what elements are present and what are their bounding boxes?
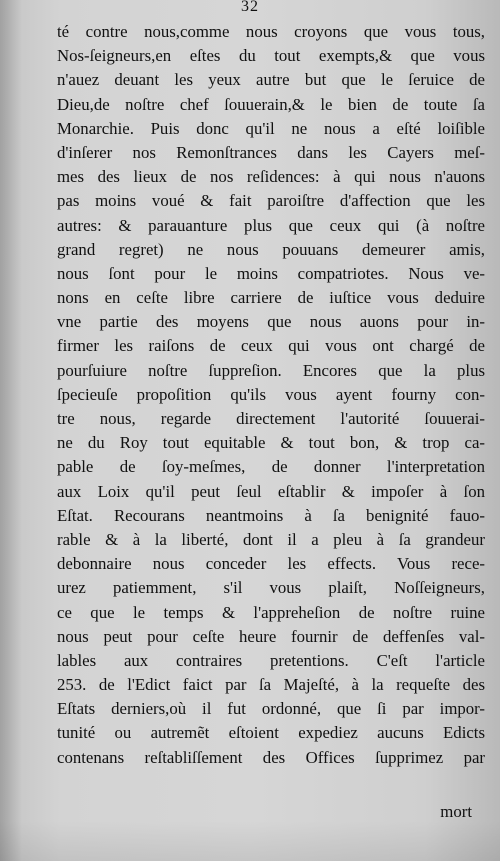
text-line: firmer les raiſons de ceux qui vous ont chargé de: [57, 336, 485, 356]
text-line: Dieu,de noſtre chef ſouuerain,& le bien de toute ſa: [57, 94, 485, 114]
text-line: pas moins voué & fait paroiſtre d'affection que les: [57, 191, 485, 211]
text-line: urez patiemment, s'il vous plaiſt, Noſſeigneurs,: [57, 578, 485, 598]
text-line: vne partie des moyens que nous auons pour in-: [57, 312, 485, 332]
gutter-shadow: [0, 0, 22, 861]
text-line: rable & à la liberté, dont il a pleu à ſa grandeur: [57, 529, 485, 549]
text-line: nous peut pour ceſte heure fournir de deffenſes val-: [57, 626, 485, 646]
text-line: ce que le temps & l'appreheſion de noſtre ruine: [57, 602, 485, 622]
text-line: Monarchie. Puis donc qu'il ne nous a eſté loiſible: [57, 118, 485, 138]
text-line: Nos-ſeigneurs,en eſtes du tout exempts,& que vous: [57, 46, 485, 66]
text-line: aux Loix qu'il peut ſeul eſtablir & impoſer à ſon: [57, 481, 485, 501]
text-line: mes des lieux de nos reſidences: à qui nous n'auons: [57, 167, 485, 187]
text-line: contenans reſtabliſſement des Offices ſupprimez par: [57, 747, 485, 767]
text-line: grand regret) ne nous pouuans demeurer amis,: [57, 239, 485, 259]
page-bottom-shadow: [0, 821, 500, 861]
text-line: ne du Roy tout equitable & tout bon, & trop ca-: [57, 433, 485, 453]
text-line: autres: & parauanture plus que ceux qui (à noſtre: [57, 215, 485, 235]
text-line: debonnaire nous conceder les effects. Vous rece-: [57, 554, 485, 574]
page-number: 32: [241, 0, 259, 15]
text-line: Eſtats derniers,où il fut ordonné, que ſi par impor-: [57, 699, 485, 719]
text-line: nous ſont pour le moins compatriotes. Nous ve-: [57, 263, 485, 283]
text-line: té contre nous,comme nous croyons que vous tous,: [57, 22, 485, 41]
text-line: pable de ſoy-meſmes, de donner l'interpretation: [57, 457, 485, 477]
text-line: tunité ou autremẽt eſtoient expediez aucuns Edicts: [57, 723, 485, 743]
text-line: tre nous, regarde directement l'autorité ſouuerai-: [57, 409, 485, 428]
text-line: n'auez deuant les yeux autre but que le ſeruice de: [57, 70, 485, 90]
text-line: 253. de l'Edict faict par ſa Majeſté, à la requeſte des: [57, 675, 485, 695]
text-line: d'inſerer nos Remonſtrances dans les Cayers meſ-: [57, 142, 485, 162]
catchword: mort: [440, 802, 472, 821]
text-line: ſpecieuſe propoſition qu'ils vous ayent fourny con-: [57, 384, 485, 404]
text-line: lables aux contraires pretentions. C'eſt l'article: [57, 650, 485, 670]
text-line: Eſtat. Recourans neantmoins à ſa benignité fauo-: [57, 505, 485, 525]
text-line: pourſuiure noſtre ſuppreſion. Encores que la plus: [57, 360, 485, 380]
text-line: nons en ceſte libre carriere de iuſtice vous deduire: [57, 288, 485, 308]
body-text: [57, 20, 485, 770]
